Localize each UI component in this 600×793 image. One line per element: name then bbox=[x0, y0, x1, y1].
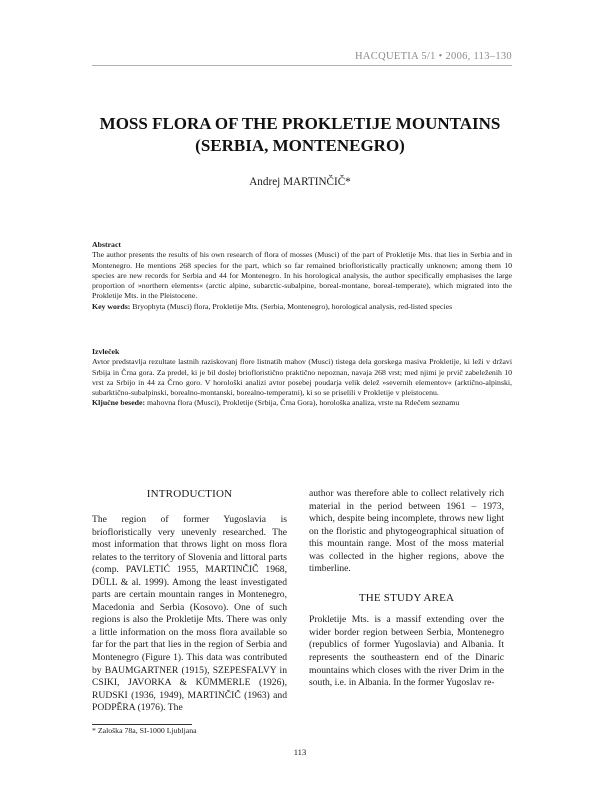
running-head: HACQUETIA 5/1 • 2006, 113–130 bbox=[355, 51, 512, 62]
header-rule bbox=[92, 65, 512, 66]
keywords-label: Key words: bbox=[92, 301, 131, 311]
abstract-label: Abstract bbox=[92, 240, 122, 249]
abstract-section bbox=[92, 240, 512, 312]
title-line-1: MOSS FLORA OF THE PROKLETIJE MOUNTAINS bbox=[99, 114, 501, 133]
title-line-2: (SERBIA, MONTENEGRO) bbox=[195, 136, 405, 155]
article-title bbox=[60, 113, 540, 157]
kljucne-besede-label: Ključne besede: bbox=[92, 398, 146, 408]
footnote-rule bbox=[92, 724, 192, 725]
abstract-text: The author presents the results of his own research of flora of mosses (Musci) of the part of Prokletije Mts. that lies in Serbia and in Montenegro. He mentions 268 species for the part, which so far remained briofloristically practically unknown; among them 10 species are new records for Serbia and 44 for Montenegro. In his horological analysis, the author specifically emphasises the large proportion of »northern elements« (arctic alpine, subarctic-subalpine, boreal-montane, boreal-temperate), which migrated into the Prokletije Mts. in the Pleistocene. bbox=[92, 250, 512, 301]
izvlecek-label: Izvleček bbox=[92, 347, 120, 356]
author-name: Andrej MARTINČIČ* bbox=[249, 176, 351, 188]
introduction-heading: INTRODUCTION bbox=[146, 488, 233, 500]
izvlecek-text: Avtor predstavlja rezultate lastnih raziskovanj flore listnatih mahov (Musci) tistega dela gorskega masiva Prokletije, ki leži v državi Srbija in Črna gora. Za predel, ki je bil doslej briofloristično praktično nepoznan, navaja 268 vrst; med njimi je prvič zabeleženih 10 vrst za Srbijo in 44 za Črno goro. V horološki analizi avtor posebej poudarja velik delež »severnih elementov« (arktično-alpinski, subarktično-subalpinski, borealno-montanski, borealno-temperatni), ki so se priselili v Prokletije v pleistocenu. bbox=[92, 357, 512, 398]
study-area-heading: THE STUDY AREA bbox=[358, 591, 455, 604]
left-column bbox=[92, 514, 287, 715]
kljucne-besede-text: mahovna flora (Musci), Prokletije (Srbija, Črna Gora), horološka analiza, vrste na Rdečem seznamu bbox=[147, 398, 460, 408]
footnote: * Zaloška 78a, SI-1000 Ljubljana bbox=[92, 726, 197, 735]
izvlecek-section bbox=[92, 347, 512, 409]
keywords-text: Bryophyta (Musci) flora, Prokletije Mts. (Serbia, Montenegro), horological analysis, red-listed species bbox=[132, 301, 453, 311]
study-area-paragraph: Prokletije Mts. is a massif extending over the wider border region between Serbia, Montenegro (republics of former Yugoslavia) and Albania. It represents the southeastern end of the Dinaric mountains which closes with the river Drim in the south, i.e. in Albania. In the former Yugoslav re- bbox=[309, 614, 504, 689]
page-number: 113 bbox=[293, 747, 307, 757]
right-column bbox=[309, 488, 504, 690]
introduction-paragraph-1: The region of former Yugoslavia is briofloristically very unevenly researched. The most information that throws light on moss flora relates to the territory of Slovenia and littoral parts (comp. PAVLETIĆ 1955, MARTINČIČ 1968, DÜLL & al. 1999). Among the least investigated parts are certain mountain ranges in Montenegro, Macedonia and Serbia (Kosovo). One of such regions is also the Prokletije Mts. There was only a little information on the moss flora available so far for the part that lies in the region of Serbia and Montenegro (Figure 1). This data was contributed by BAUMGARTNER (1915), SZEPESFALVY in CSIKI, JAVORKA & KÜMMERLE (1926), RUDSKI (1936, 1949), MARTINČIČ (1963) and PODPĚRA (1976). The bbox=[92, 514, 287, 714]
introduction-paragraph-2: author was therefore able to collect relatively rich material in the period between 1961 – 1973, which, despite being incomplete, throws new light on the floristic and phytogeographical situation of this mountain range. Most of the moss material was collected in the higher regions, above the timberline. bbox=[309, 488, 504, 575]
